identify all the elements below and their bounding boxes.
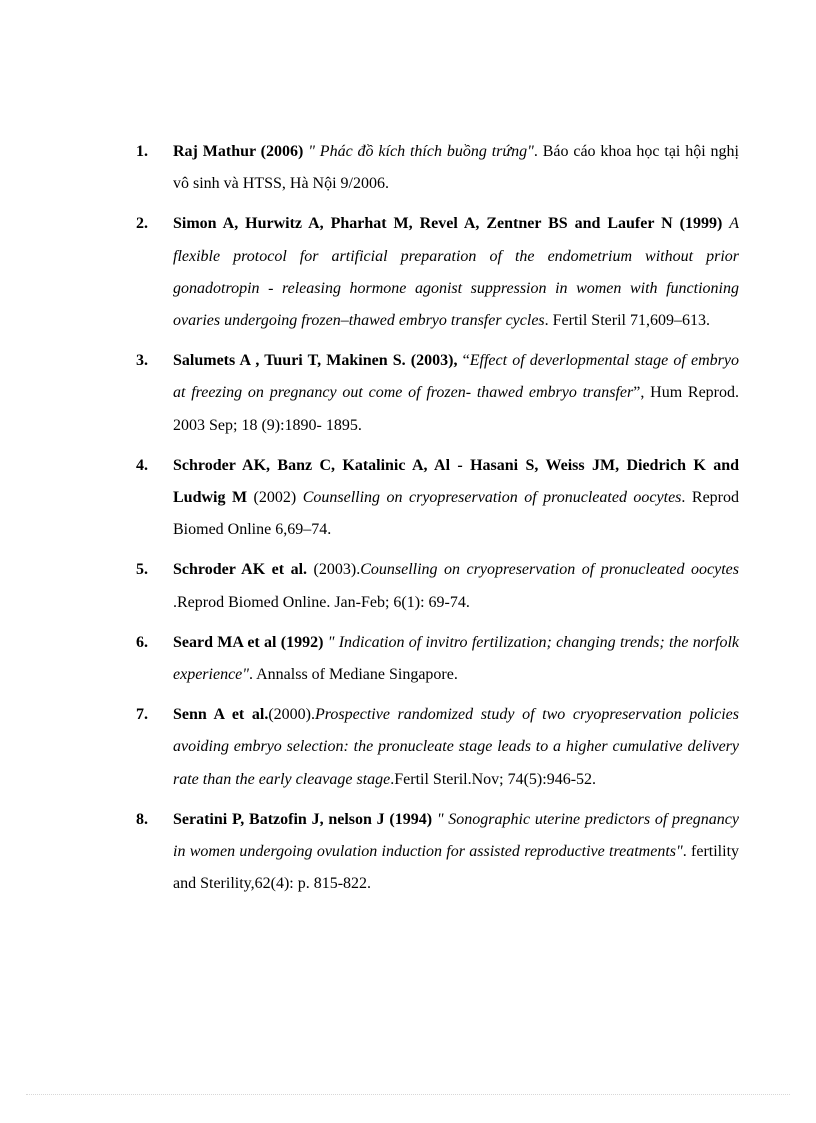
reference-source: . Fertil Steril 71,609–613. <box>544 312 710 330</box>
reference-authors: Schroder AK, Banz C, Katalinic A, Al - Hasani S, Weiss JM, Diedrich K and Ludwig M <box>173 456 739 507</box>
reference-number: 6. <box>136 633 148 651</box>
reference-source: “ <box>462 352 470 370</box>
reference-item <box>136 208 739 337</box>
reference-number: 5. <box>136 561 148 579</box>
reference-title: A flexible protocol for artificial preparation of the endometrium without prior gonadotropin - releasing hormone agonist suppression in women with functioning ovaries undergoing frozen–thawed embryo transfer cycles <box>173 215 739 330</box>
reference-authors: Simon A, Hurwitz A, Pharhat M, Revel A, Zentner BS and Laufer N (1999) <box>173 215 730 233</box>
reference-source: . Báo cáo khoa học tại hội nghị vô sinh và HTSS, Hà Nội 9/2006. <box>173 143 739 193</box>
reference-source: ”, Hum Reprod. 2003 Sep; 18 (9):1890- 1895. <box>173 384 740 434</box>
reference-title: " Indication of invitro fertilization; changing trends; the norfolk experience" <box>173 633 740 684</box>
reference-source: (2002) <box>253 489 303 507</box>
reference-title: Effect of deverlopmental stage of embryo at freezing on pregnancy out come of frozen- thawed embryo transfer <box>173 352 739 402</box>
reference-authors: Salumets A , Tuuri T, Makinen S. (2003), <box>173 352 463 370</box>
reference-title: Counselling on cryopreservation of pronucleated oocytes <box>302 489 682 507</box>
reference-source: . Annalss of Mediane Singapore. <box>249 666 458 684</box>
reference-number: 3. <box>136 352 148 370</box>
reference-source: (2003). <box>313 561 361 579</box>
reference-number: 8. <box>136 810 148 828</box>
reference-number: 1. <box>136 143 148 160</box>
reference-number: 2. <box>136 215 148 233</box>
reference-authors: Raj Mathur (2006) <box>173 143 309 160</box>
reference-item <box>136 804 739 901</box>
reference-source: . fertility and Sterility,62(4): p. 815-822. <box>173 843 740 893</box>
reference-title: Prospective randomized study of two cryopreservation policies avoiding embryo selection: the pronucleate stage leads to a higher cumulative delivery rate than the early cleavage stage <box>173 706 740 788</box>
reference-number: 4. <box>136 456 148 474</box>
reference-item <box>136 627 739 691</box>
reference-number: 7. <box>136 706 148 724</box>
reference-authors: Senn A et al. <box>173 706 269 724</box>
reference-authors: Seard MA et al (1992) <box>173 633 328 651</box>
reference-item <box>136 554 739 618</box>
reference-item <box>136 136 739 200</box>
reference-item <box>136 345 739 442</box>
reference-source: (2000). <box>268 706 315 724</box>
reference-source: .Reprod Biomed Online. Jan-Feb; 6(1): 69-74. <box>173 593 470 611</box>
reference-source: . Reprod Biomed Online 6,69–74. <box>173 489 739 539</box>
reference-authors: Schroder AK et al. <box>173 561 314 579</box>
reference-source: .Fertil Steril.Nov; 74(5):946-52. <box>390 770 597 788</box>
reference-title: " Phác đồ kích thích buồng trứng" <box>308 143 534 160</box>
reference-title: " Sonographic uterine predictors of pregnancy in women undergoing ovulation induction for assisted reproductive treatments" <box>173 810 739 861</box>
reference-item <box>136 450 739 547</box>
reference-item <box>136 699 739 796</box>
reference-authors: Seratini P, Batzofin J, nelson J (1994) <box>173 810 437 828</box>
page-bottom-rule <box>26 1094 790 1095</box>
reference-list <box>136 136 739 908</box>
reference-title: Counselling on cryopreservation of pronucleated oocytes <box>360 561 740 579</box>
